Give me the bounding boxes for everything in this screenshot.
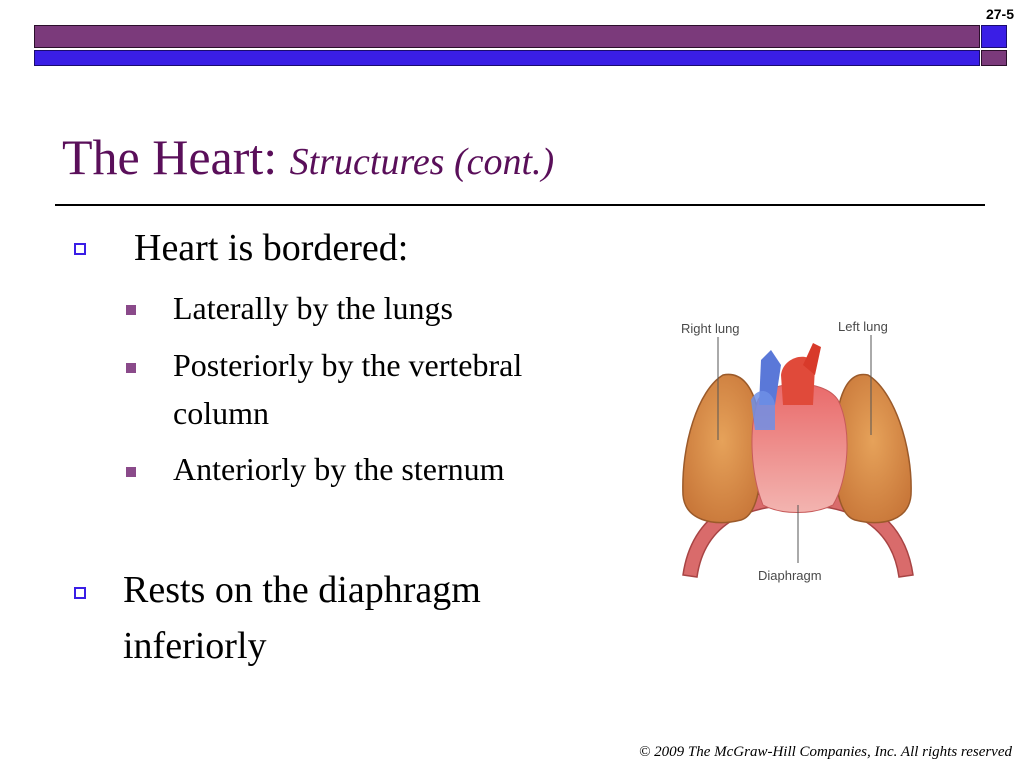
bullet-1-text: Heart is bordered: xyxy=(134,227,409,269)
sub-bullet-square-icon xyxy=(126,305,136,315)
title-subtitle: Structures (cont.) xyxy=(289,141,555,183)
header-bar-purple xyxy=(34,25,980,48)
bullet-square-icon xyxy=(74,587,86,599)
left-lung-label: Left lung xyxy=(838,319,888,334)
title-main: The Heart: xyxy=(62,129,278,185)
header-bar-blue xyxy=(34,50,980,66)
sub-bullet-lungs: Laterally by the lungs xyxy=(173,290,453,326)
slide-number: 27-5 xyxy=(985,6,1014,22)
heart-lungs-diagram xyxy=(663,305,933,590)
copyright-footer: © 2009 The McGraw-Hill Companies, Inc. All rights reserved xyxy=(638,744,1012,760)
sub-bullet-sternum: Anteriorly by the sternum xyxy=(173,451,505,487)
slide-title xyxy=(62,128,554,186)
diaphragm-label: Diaphragm xyxy=(758,568,822,583)
bullet-square-icon xyxy=(74,243,86,255)
lower-vein-shape xyxy=(751,391,775,430)
sub-bullet-vertebral: Posteriorly by the vertebral xyxy=(173,347,523,383)
right-lung-label: Right lung xyxy=(681,321,740,336)
right-lung-shape xyxy=(683,374,762,522)
bullet-2-text: Rests on the diaphragm xyxy=(123,569,481,611)
sub-bullet-vertebral-cont: column xyxy=(173,395,269,431)
title-divider xyxy=(55,204,985,206)
sub-bullet-square-icon xyxy=(126,363,136,373)
sub-bullet-square-icon xyxy=(126,467,136,477)
bullet-2-text-cont: inferiorly xyxy=(123,625,267,667)
header-corner-purple xyxy=(981,50,1007,66)
header-corner-blue xyxy=(981,25,1007,48)
